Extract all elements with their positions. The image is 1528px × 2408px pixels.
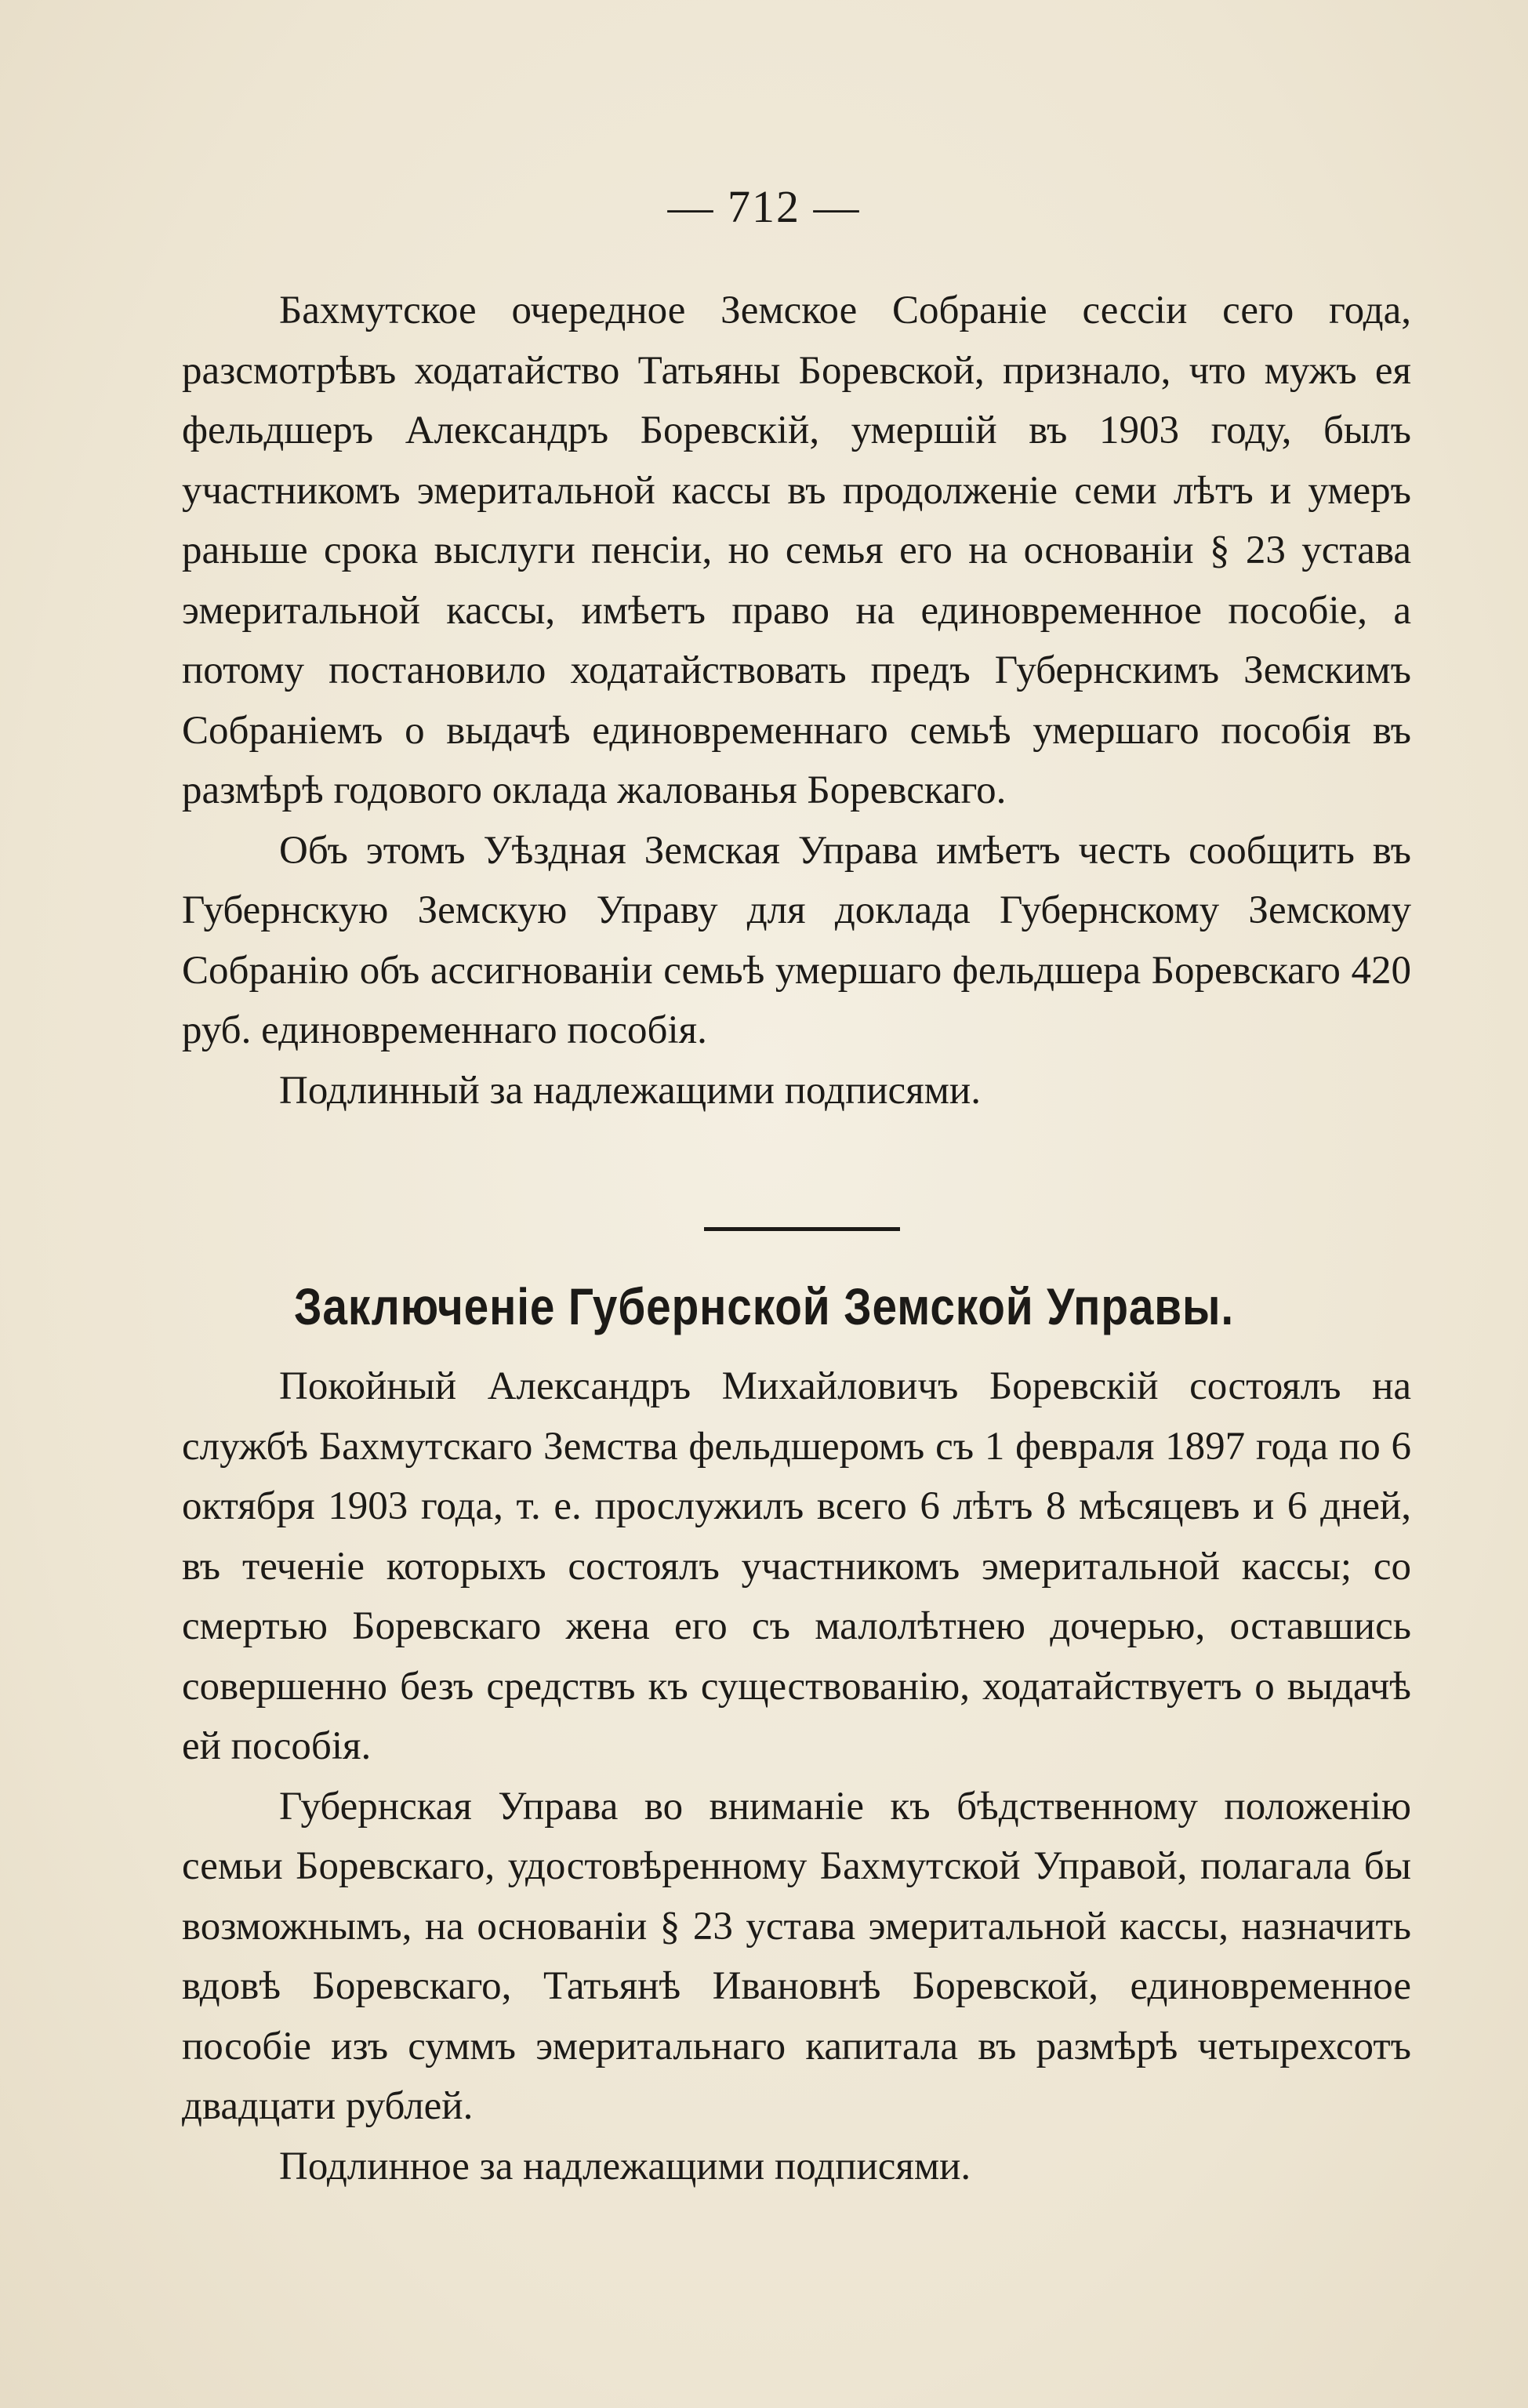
report-paragraph: Объ этомъ Уѣздная Земская Управа имѣетъ честь сообщить въ Губернскую Земскую Управу для доклада Губернскому Земскому Собранію объ ассигнованіи семьѣ умершаго фельдшера Боревскаго 420 руб. единовременнаго пособія. bbox=[182, 828, 1411, 1052]
page-number: — 712 — bbox=[667, 181, 861, 232]
service-record-paragraph: Покойный Александръ Михайловичъ Боревскій состоялъ на службѣ Бахмутскаго Земства фельдшеромъ съ 1 февраля 1897 года по 6 октября 1903 года, т. е. прослужилъ всего 6 лѣтъ 8 мѣсяцевъ и 6 дней, въ теченіе которыхъ состоялъ участникомъ эмеритальной кассы; со смертью Боревскаго жена его съ малолѣтнею дочерью, оставшись совершенно безъ средствъ къ существованію, ходатайствуетъ о выдачѣ ей пособія. bbox=[182, 1364, 1411, 1768]
section-heading: Заключеніе Губернской Земской Управы. bbox=[293, 1277, 1235, 1335]
resolution-paragraph: Бахмутское очередное Земское Собраніе сессіи сего года, разсмотрѣвъ ходатайство Татьяны Боревской, признало, что мужъ ея фельдшеръ Александръ Боревскій, умершій въ 1903 году, былъ участникомъ эмеритальной кассы въ продолженіе семи лѣтъ и умеръ раньше срока выслуги пенсіи, но семья его на основаніи § 23 устава эмеритальной кассы, имѣетъ право на единовременное пособіе, а потому постановило ходатайствовать предъ Губернскимъ Земскимъ Собраніемъ о выдачѣ единовременнаго семьѣ умершаго пособія въ размѣрѣ годового оклада жалованья Боревскаго. bbox=[182, 289, 1411, 812]
section-divider bbox=[704, 1227, 900, 1231]
assembly-resolution-section bbox=[182, 281, 1411, 1120]
signature-note: Подлинный за надлежащими подписями. bbox=[279, 1068, 981, 1113]
provincial-conclusion-section bbox=[182, 1357, 1411, 2196]
signature-note: Подлинное за надлежащими подписями. bbox=[279, 2144, 971, 2188]
conclusion-paragraph: Губернская Управа во вниманіе къ бѣдственному положенію семьи Боревскаго, удостовѣренному Бахмутской Управой, полагала бы возможнымъ, на основаніи § 23 устава эмеритальной кассы, назначить вдовѣ Боревскаго, Татьянѣ Ивановнѣ Боревской, единовременное пособіе изъ суммъ эмеритальнаго капитала въ размѣрѣ четырехсотъ двадцати рублей. bbox=[182, 1784, 1411, 2128]
